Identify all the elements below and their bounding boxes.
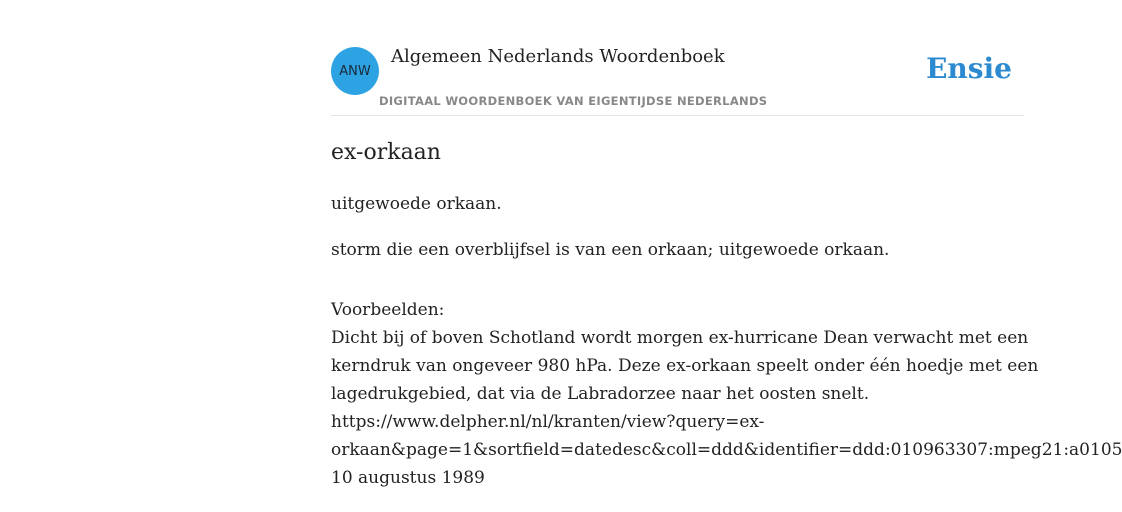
site-tagline: DIGITAAL WOORDENBOEK VAN EIGENTIJDSE NEDERLANDS (379, 94, 768, 108)
ensie-brand-logo[interactable]: Ensie (926, 52, 1012, 85)
examples-section (331, 296, 1122, 492)
site-header (0, 0, 1024, 118)
entry-headword: ex-orkaan (331, 140, 441, 165)
example-text-line: Dicht bij of boven Schotland wordt morgen ex-hurricane Dean verwacht met een (331, 328, 1029, 348)
site-title[interactable]: Algemeen Nederlands Woordenboek (391, 46, 725, 67)
full-definition: storm die een overblijfsel is van een orkaan; uitgewoede orkaan. (331, 240, 890, 260)
anw-logo[interactable]: ANW (331, 47, 379, 95)
header-divider (331, 115, 1024, 116)
example-text-line: lagedrukgebied, dat via de Labradorzee naar het oosten snelt. (331, 384, 870, 404)
examples-label: Voorbeelden: (331, 300, 445, 320)
example-text-line: kerndruk van ongeveer 980 hPa. Deze ex-orkaan speelt onder één hoedje met een (331, 356, 1039, 376)
source-url-line: https://www.delpher.nl/nl/kranten/view?query=ex- (331, 412, 765, 432)
short-definition: uitgewoede orkaan. (331, 194, 502, 214)
source-url-line: orkaan&page=1&sortfield=datedesc&coll=ddd&identifier=ddd:010963307:mpeg21:a0105 (331, 440, 1122, 460)
source-date: 10 augustus 1989 (331, 468, 485, 488)
